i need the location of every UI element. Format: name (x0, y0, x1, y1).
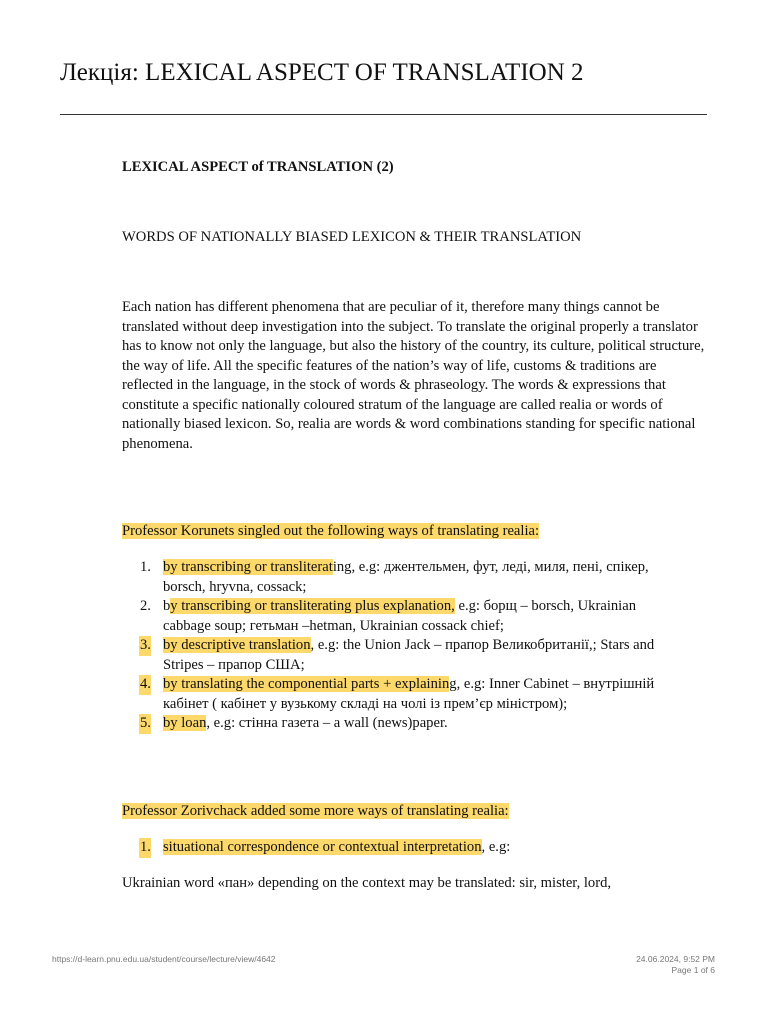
highlighted-text: situational correspondence or contextual interpretation (163, 839, 482, 855)
list-item (122, 838, 662, 858)
section-heading: WORDS OF NATIONALLY BIASED LEXICON & THEIR TRANSLATION (122, 229, 582, 245)
highlighted-text: by transcribing or transliterat (163, 559, 333, 575)
zorivchack-intro-highlight: Professor Zorivchack added some more ways of translating realia: (122, 803, 509, 819)
list-number: 1. (140, 559, 151, 575)
list-item (122, 558, 662, 597)
zorivchack-ways-list (122, 838, 662, 858)
print-datetime: 24.06.2024, 9:52 PM (636, 954, 715, 964)
list-item (122, 597, 662, 636)
page-number: Page 1 of 6 (671, 965, 715, 975)
list-number: 5. (139, 714, 151, 734)
list-item (122, 714, 662, 734)
highlighted-text: by translating the componential parts + explainin (163, 676, 450, 692)
korunets-intro (122, 522, 539, 542)
korunets-intro-highlight: Professor Korunets singled out the following ways of translating realia: (122, 523, 540, 539)
list-item-text: g, e.g: Inner Cabinet – внутрішній кабінет ( кабінет у вузькому складі на чолі із прем’єр міністром); (163, 676, 655, 712)
page-footer-info (636, 954, 715, 976)
list-item-text: , e.g: стінна газета – a wall (news)paper. (206, 715, 448, 731)
list-item-text: ing, e.g: джентельмен, фут, леді, миля, пені, спікер, borsch, hryvna, cossack; (163, 559, 649, 595)
highlighted-text: by descriptive translation (163, 637, 311, 653)
list-number: 4. (139, 675, 151, 695)
zorivchack-intro (122, 802, 509, 822)
list-item (122, 636, 662, 675)
highlighted-text: y transcribing or transliterating plus explanation, (170, 598, 455, 614)
page-title: Лекція: LEXICAL ASPECT OF TRANSLATION 2 (60, 59, 584, 86)
list-item-text: e.g: борщ – borsch, Ukrainian cabbage soup; гетьман –hetman, Ukrainian cossack chief; (163, 598, 636, 634)
korunets-ways-list (122, 558, 662, 734)
page-url-link[interactable]: https://d-learn.pnu.edu.ua/student/course/lecture/view/4642 (52, 954, 276, 964)
title-divider (60, 114, 707, 115)
list-number: 1. (139, 838, 151, 858)
list-item-text: , e.g: (481, 839, 511, 855)
list-item-text: , e.g: the Union Jack – прапор Великобританії,; Stars and Stripes – прапор США; (163, 637, 655, 673)
lecture-heading: LEXICAL ASPECT of TRANSLATION (2) (122, 159, 394, 175)
intro-paragraph: Each nation has different phenomena that are peculiar of it, therefore many things cannot be translated without deep investigation into the subject. To translate the original properly a translator has to know not only the language, but also the history of the country, its culture, political structure, the way of life. All the specific features of the nation’s way of life, customs & traditions are reflected in the language, in the stock of words & phraseology. The words & expressions that constitute a specific nationally coloured stratum of the language are called realia or words of nationally biased lexicon. So, realia are words & word combinations standing for specific national phenomena. (122, 299, 705, 452)
list-item-prefix: b (163, 598, 171, 614)
highlighted-text: by loan (163, 715, 207, 731)
list-number: 3. (139, 636, 151, 656)
list-item (122, 675, 662, 714)
pan-translation-text: Ukrainian word «пан» depending on the context may be translated: sir, mister, lord, (122, 875, 612, 891)
list-number: 2. (140, 598, 151, 614)
